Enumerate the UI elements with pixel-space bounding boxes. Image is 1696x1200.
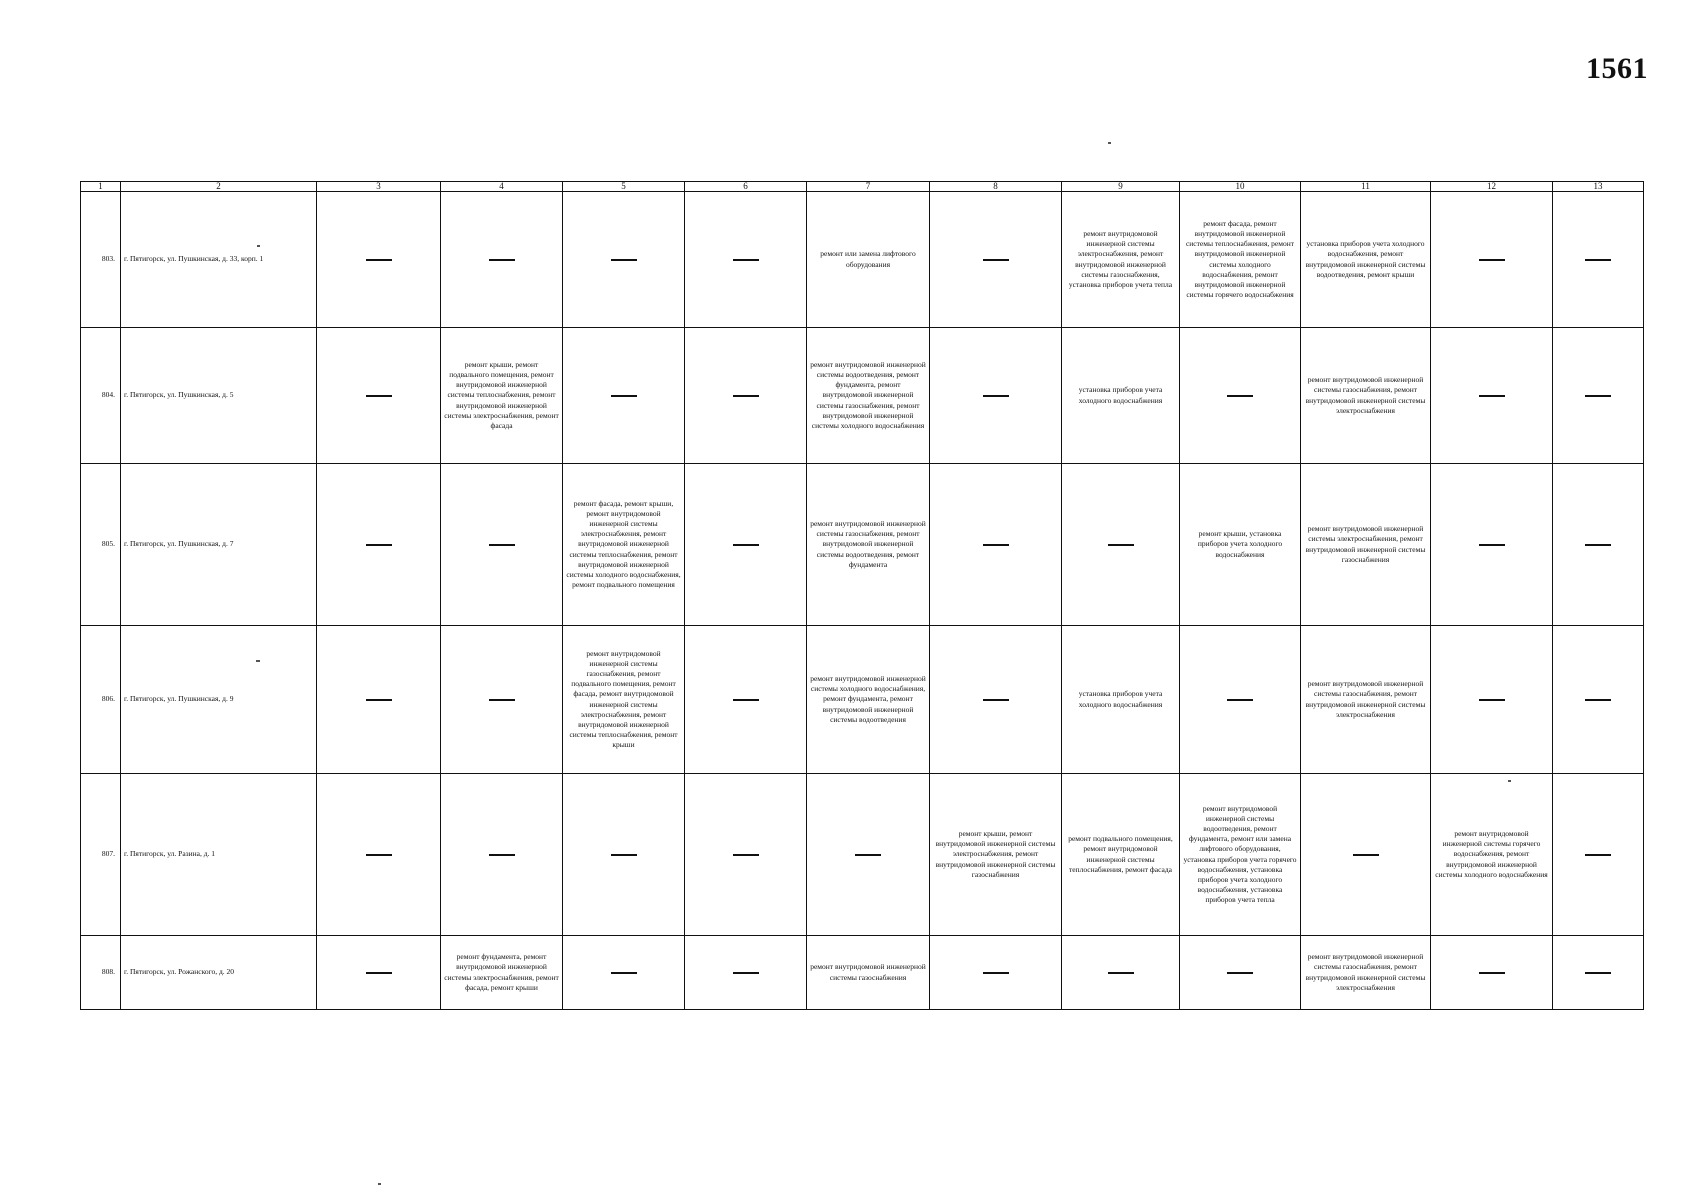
work-list-cell: ремонт крыши, ремонт внутридомовой инженерной системы электроснабжения, ремонт внутридомовой инженерной системы газоснабжения <box>930 774 1062 936</box>
dash-mark <box>1227 972 1253 974</box>
empty-cell <box>1180 328 1301 464</box>
column-header-13: 13 <box>1553 182 1644 192</box>
address-cell: г. Пятигорск, ул. Разина, д. 1 <box>121 774 317 936</box>
empty-cell <box>930 328 1062 464</box>
empty-cell <box>685 936 807 1010</box>
work-list-cell: ремонт внутридомовой инженерной системы газоснабжения, ремонт внутридомовой инженерной системы электроснабжения <box>1301 626 1431 774</box>
work-list-cell: ремонт внутридомовой инженерной системы газоснабжения, ремонт внутридомовой инженерной системы электроснабжения <box>1301 328 1431 464</box>
empty-cell <box>1431 464 1553 626</box>
work-list-cell: ремонт крыши, ремонт подвального помещения, ремонт внутридомовой инженерной системы теплоснабжения, ремонт внутридомовой инженерной системы электроснабжения, ремонт фасада <box>441 328 563 464</box>
dash-mark <box>1479 395 1505 397</box>
page-number: 1561 <box>1586 52 1648 85</box>
address-cell: г. Пятигорск, ул. Пушкинская, д. 33, корп. 1 <box>121 192 317 328</box>
empty-cell <box>563 936 685 1010</box>
dash-mark <box>1585 972 1611 974</box>
work-list-cell: ремонт или замена лифтового оборудования <box>807 192 930 328</box>
dash-mark <box>733 544 759 546</box>
work-list-cell: ремонт внутридомовой инженерной системы горячего водоснабжения, ремонт внутридомовой инженерной системы холодного водоснабжения <box>1431 774 1553 936</box>
dash-mark <box>489 544 515 546</box>
work-list-cell: ремонт фасада, ремонт крыши, ремонт внутридомовой инженерной системы электроснабжения, ремонт внутридомовой инженерной системы теплоснабжения, ремонт внутридомовой инженерной системы холодного водоснабжения, ремонт подвального помещения <box>563 464 685 626</box>
empty-cell <box>685 774 807 936</box>
column-header-11: 11 <box>1301 182 1431 192</box>
column-header-3: 3 <box>317 182 441 192</box>
dash-mark <box>1108 544 1134 546</box>
scan-speck <box>378 1183 381 1185</box>
work-list-cell: установка приборов учета холодного водоснабжения, ремонт внутридомовой инженерной системы водоотведения, ремонт крыши <box>1301 192 1431 328</box>
empty-cell <box>441 192 563 328</box>
dash-mark <box>489 854 515 856</box>
empty-cell <box>1553 936 1644 1010</box>
dash-mark <box>611 259 637 261</box>
empty-cell <box>685 464 807 626</box>
dash-mark <box>983 395 1009 397</box>
table-body <box>81 192 1644 1010</box>
empty-cell <box>441 626 563 774</box>
dash-mark <box>1585 544 1611 546</box>
table-row <box>81 936 1644 1010</box>
dash-mark <box>1227 395 1253 397</box>
work-list-cell: ремонт внутридомовой инженерной системы газоснабжения, ремонт подвального помещения, ремонт фасада, ремонт внутридомовой инженерной системы электроснабжения, ремонт внутридомовой инженерной системы теплоснабжения, ремонт крыши <box>563 626 685 774</box>
dash-mark <box>983 544 1009 546</box>
column-header-8: 8 <box>930 182 1062 192</box>
empty-cell <box>930 936 1062 1010</box>
work-list-cell: ремонт внутридомовой инженерной системы газоснабжения <box>807 936 930 1010</box>
scan-speck <box>1508 780 1511 782</box>
empty-cell <box>685 192 807 328</box>
work-list-cell: ремонт подвального помещения, ремонт внутридомовой инженерной системы теплоснабжения, ремонт фасада <box>1062 774 1180 936</box>
column-header-5: 5 <box>563 182 685 192</box>
dash-mark <box>1585 854 1611 856</box>
empty-cell <box>317 464 441 626</box>
column-header-12: 12 <box>1431 182 1553 192</box>
row-number: 808. <box>81 936 121 1010</box>
empty-cell <box>563 328 685 464</box>
empty-cell <box>1062 936 1180 1010</box>
table-row <box>81 774 1644 936</box>
work-list-cell: ремонт фасада, ремонт внутридомовой инженерной системы теплоснабжения, ремонт внутридомовой инженерной системы холодного водоснабжения, ремонт внутридомовой инженерной системы горячего водоснабжения <box>1180 192 1301 328</box>
dash-mark <box>733 972 759 974</box>
table-row <box>81 464 1644 626</box>
dash-mark <box>733 259 759 261</box>
empty-cell <box>317 774 441 936</box>
row-number: 806. <box>81 626 121 774</box>
empty-cell <box>1431 328 1553 464</box>
dash-mark <box>1353 854 1379 856</box>
empty-cell <box>1431 626 1553 774</box>
dash-mark <box>611 972 637 974</box>
dash-mark <box>366 699 392 701</box>
scan-speck <box>257 245 260 247</box>
dash-mark <box>611 854 637 856</box>
empty-cell <box>563 774 685 936</box>
dash-mark <box>1585 259 1611 261</box>
table-row <box>81 626 1644 774</box>
column-number-row <box>81 182 1644 192</box>
column-header-1: 1 <box>81 182 121 192</box>
empty-cell <box>1431 192 1553 328</box>
row-number: 807. <box>81 774 121 936</box>
work-list-cell: ремонт фундамента, ремонт внутридомовой инженерной системы электроснабжения, ремонт фасада, ремонт крыши <box>441 936 563 1010</box>
dash-mark <box>1108 972 1134 974</box>
address-cell: г. Пятигорск, ул. Пушкинская, д. 9 <box>121 626 317 774</box>
dash-mark <box>1585 395 1611 397</box>
address-cell: г. Пятигорск, ул. Пушкинская, д. 5 <box>121 328 317 464</box>
repair-register-table <box>80 181 1644 1010</box>
empty-cell <box>1553 626 1644 774</box>
address-cell: г. Пятигорск, ул. Рожанского, д. 20 <box>121 936 317 1010</box>
empty-cell <box>930 464 1062 626</box>
empty-cell <box>1180 936 1301 1010</box>
empty-cell <box>1553 328 1644 464</box>
column-header-10: 10 <box>1180 182 1301 192</box>
empty-cell <box>930 626 1062 774</box>
work-list-cell: установка приборов учета холодного водоснабжения <box>1062 626 1180 774</box>
dash-mark <box>366 395 392 397</box>
dash-mark <box>366 544 392 546</box>
work-list-cell: ремонт внутридомовой инженерной системы газоснабжения, ремонт внутридомовой инженерной системы водоотведения, ремонт фундамента <box>807 464 930 626</box>
work-list-cell: установка приборов учета холодного водоснабжения <box>1062 328 1180 464</box>
table-row <box>81 328 1644 464</box>
empty-cell <box>685 328 807 464</box>
empty-cell <box>1062 464 1180 626</box>
empty-cell <box>1431 936 1553 1010</box>
scan-speck <box>1108 142 1111 144</box>
dash-mark <box>1585 699 1611 701</box>
column-header-4: 4 <box>441 182 563 192</box>
address-cell: г. Пятигорск, ул. Пушкинская, д. 7 <box>121 464 317 626</box>
row-number: 803. <box>81 192 121 328</box>
dash-mark <box>733 699 759 701</box>
table-row <box>81 192 1644 328</box>
dash-mark <box>1479 699 1505 701</box>
work-list-cell: ремонт внутридомовой инженерной системы холодного водоснабжения, ремонт фундамента, ремонт внутридомовой инженерной системы водоотведения <box>807 626 930 774</box>
work-list-cell: ремонт внутридомовой инженерной системы водоотведения, ремонт фундамента, ремонт или замена лифтового оборудования, установка приборов учета горячего водоснабжения, установка приборов учета холодного водоснабжения, установка приборов учета тепла <box>1180 774 1301 936</box>
empty-cell <box>317 328 441 464</box>
empty-cell <box>1553 774 1644 936</box>
empty-cell <box>441 774 563 936</box>
empty-cell <box>317 936 441 1010</box>
work-list-cell: ремонт внутридомовой инженерной системы электроснабжения, ремонт внутридомовой инженерной системы газоснабжения, установка приборов учета тепла <box>1062 192 1180 328</box>
dash-mark <box>733 395 759 397</box>
work-list-cell: ремонт крыши, установка приборов учета холодного водоснабжения <box>1180 464 1301 626</box>
scan-speck <box>256 660 260 662</box>
dash-mark <box>366 972 392 974</box>
dash-mark <box>366 259 392 261</box>
dash-mark <box>1227 699 1253 701</box>
empty-cell <box>685 626 807 774</box>
empty-cell <box>1301 774 1431 936</box>
empty-cell <box>930 192 1062 328</box>
row-number: 805. <box>81 464 121 626</box>
dash-mark <box>489 259 515 261</box>
empty-cell <box>317 626 441 774</box>
column-header-2: 2 <box>121 182 317 192</box>
empty-cell <box>1553 192 1644 328</box>
row-number: 804. <box>81 328 121 464</box>
dash-mark <box>1479 259 1505 261</box>
dash-mark <box>983 259 1009 261</box>
empty-cell <box>807 774 930 936</box>
empty-cell <box>563 192 685 328</box>
empty-cell <box>1553 464 1644 626</box>
column-header-9: 9 <box>1062 182 1180 192</box>
empty-cell <box>317 192 441 328</box>
dash-mark <box>489 699 515 701</box>
dash-mark <box>366 854 392 856</box>
column-header-6: 6 <box>685 182 807 192</box>
dash-mark <box>1479 544 1505 546</box>
work-list-cell: ремонт внутридомовой инженерной системы водоотведения, ремонт фундамента, ремонт внутридомовой инженерной системы газоснабжения, ремонт внутридомовой инженерной системы холодного водоснабжения <box>807 328 930 464</box>
dash-mark <box>611 395 637 397</box>
empty-cell <box>441 464 563 626</box>
empty-cell <box>1180 626 1301 774</box>
dash-mark <box>733 854 759 856</box>
work-list-cell: ремонт внутридомовой инженерной системы газоснабжения, ремонт внутридомовой инженерной системы электроснабжения <box>1301 936 1431 1010</box>
column-header-7: 7 <box>807 182 930 192</box>
dash-mark <box>1479 972 1505 974</box>
work-list-cell: ремонт внутридомовой инженерной системы электроснабжения, ремонт внутридомовой инженерной системы газоснабжения <box>1301 464 1431 626</box>
dash-mark <box>983 699 1009 701</box>
dash-mark <box>983 972 1009 974</box>
dash-mark <box>855 854 881 856</box>
